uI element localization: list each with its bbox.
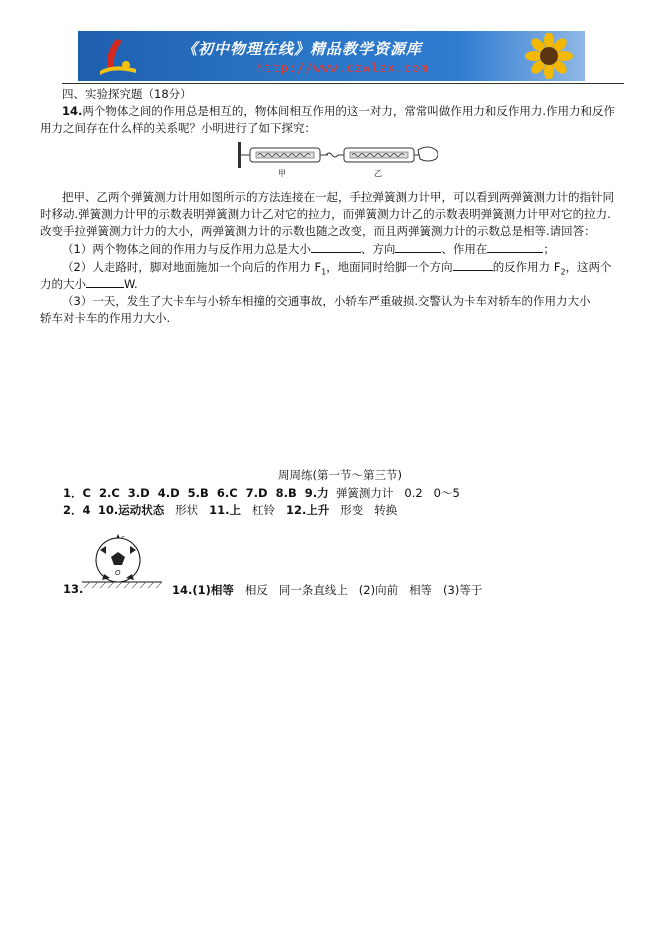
banner-url[interactable]: http://www.czwlzx.com (256, 61, 429, 75)
label-yi: 乙 (374, 169, 382, 178)
answers-row2: 2．4 10.运动状态 形状 11.上 杠铃 12.上升 形变 转换 (63, 503, 398, 517)
header-rule (62, 83, 624, 84)
blank-1[interactable] (311, 240, 361, 253)
blank-5[interactable] (86, 275, 124, 288)
banner-title: 《初中物理在线》精品教学资源库 (182, 40, 423, 58)
spring-scale-diagram (238, 138, 438, 188)
section-heading: 四、实验探究题（18分） (62, 87, 192, 101)
q14-sub2: （2）人走路时，脚对地面施加一个向后的作用力 $F_1$，地面同时给脚一个方向 的反作用力 $F_2$，这两个 (62, 260, 612, 277)
q14-para-line1: 把甲、乙两个弹簧测力计用如图所示的方法连接在一起，手拉弹簧测力计甲，可以看到两弹簧测力计的指针同 (62, 190, 614, 204)
q14-para-line3: 改变手拉弹簧测力计力的大小，两弹簧测力计的示数也随之改变，而且两弹簧测力计的示数总是相等.请回答： (40, 224, 596, 238)
q14-stem-line2: 用力之间存在什么样的关系呢？小明进行了如下探究： (40, 121, 316, 135)
q14-sub3-cont: 轿车对卡车的作用力大小. (40, 311, 171, 325)
header-banner (78, 31, 585, 81)
q14-number: 14. (62, 104, 83, 118)
q14-sub2-cont: 力的大小 W. (40, 277, 138, 291)
q14-sub3: （3）一天，发生了大卡车与小轿车相撞的交通事故，小轿车严重破损.交警认为卡车对轿车的作用力大小 (62, 294, 591, 308)
blank-3[interactable] (487, 240, 543, 253)
answers-row3-items: 14.(1)相等 相反 同一条直线上 (2)向前 相等 (3)等于 (172, 583, 483, 597)
blank-4[interactable] (453, 258, 493, 271)
q14-stem-line1: 14.两个物体之间的作用总是相互的，物体间相互作用的这一对力，常常叫做作用力和反作用力.作用力和反作 (62, 104, 616, 118)
answers-title: 周周练(第一节～第三节) (278, 468, 402, 482)
answers-row1: 1．C 2.C 3.D 4.D 5.B 6.C 7.D 8.B 9.力 弹簧测力计 0.2 0～5 (63, 486, 460, 500)
blank-2[interactable] (395, 240, 441, 253)
answers-row3: 13. (63, 582, 84, 596)
sunflower-icon (517, 33, 581, 79)
logo-icon (86, 35, 142, 77)
q14-para-line2: 时移动.弹簧测力计甲的示数表明弹簧测力计乙对它的拉力，而弹簧测力计乙的示数表明弹簧测力计甲对它的拉力. (40, 207, 611, 221)
football-diagram (82, 532, 162, 592)
label-jia: 甲 (278, 169, 286, 178)
center-label: O (115, 569, 121, 577)
q14-sub1: （1）两个物体之间的作用力与反作用力总是大小 、方向 、作用在 ； (62, 242, 555, 256)
